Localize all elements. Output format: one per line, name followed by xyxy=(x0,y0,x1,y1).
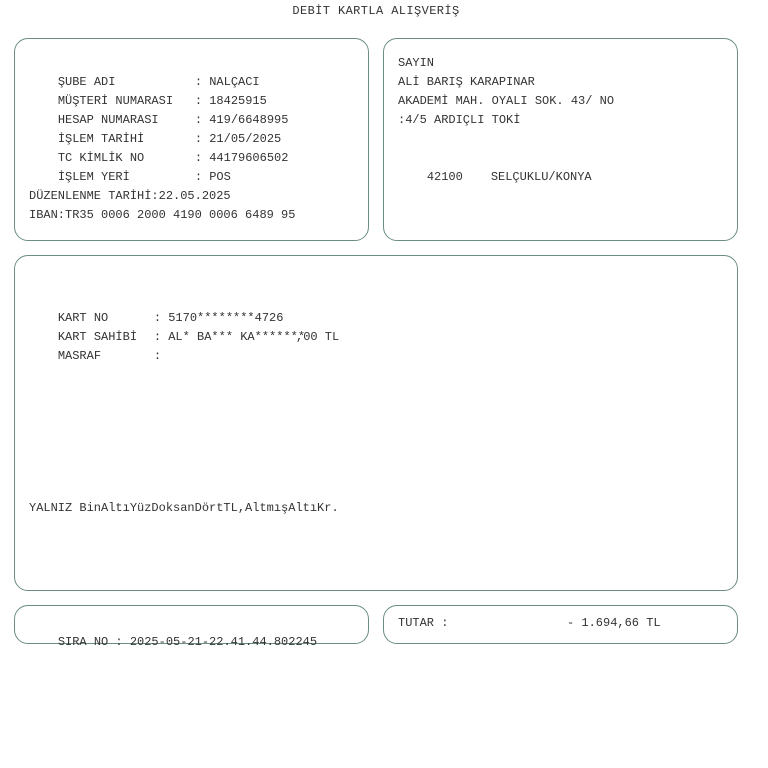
fee-label: MASRAF xyxy=(57,349,102,363)
document-title: DEBİT KARTLA ALIŞVERİŞ xyxy=(292,4,460,18)
transaction-date-value: 21/05/2025 xyxy=(209,132,282,146)
branch-value: NALÇACI xyxy=(209,75,260,89)
colon: : xyxy=(194,75,210,89)
tc-id-label: TC KİMLİK NO xyxy=(57,151,145,165)
colon: : xyxy=(194,170,210,184)
colon: : xyxy=(194,94,210,108)
transaction-date-label: İŞLEM TARİHİ xyxy=(57,132,145,146)
card-number-value: 5170********4726 xyxy=(168,311,284,325)
sequence-number-box xyxy=(14,605,369,649)
postal-code: 42100 xyxy=(426,170,463,184)
city: SELÇUKLU/KONYA xyxy=(490,170,592,184)
colon: : xyxy=(153,330,169,344)
colon: : xyxy=(153,349,162,363)
total-label: TUTAR : xyxy=(398,616,449,630)
fee-value: ,00 TL xyxy=(296,330,340,344)
card-details-box xyxy=(14,255,738,591)
customer-number-label: MÜŞTERİ NUMARASI xyxy=(57,94,174,108)
colon: : xyxy=(153,311,169,325)
total-amount-box xyxy=(383,605,738,644)
customer-name: ALİ BARIŞ KARAPINAR xyxy=(398,75,535,89)
issue-date: DÜZENLENME TARİHİ:22.05.2025 xyxy=(29,189,231,203)
address-line-2: :4/5 ARDIÇLI TOKİ xyxy=(398,113,521,127)
transaction-place-value: POS xyxy=(209,170,231,184)
recipient-address-box xyxy=(383,38,738,241)
tc-id-value: 44179606502 xyxy=(209,151,289,165)
account-number-label: HESAP NUMARASI xyxy=(57,113,159,127)
sequence-value: 2025-05-21-22.41.44.802245 xyxy=(129,635,318,649)
account-info-box xyxy=(14,38,369,241)
iban: IBAN:TR35 0006 2000 4190 0006 6489 95 xyxy=(29,208,296,222)
fee-row xyxy=(29,328,161,385)
sequence-row xyxy=(29,614,317,671)
transaction-place-label: İŞLEM YERİ xyxy=(57,170,130,184)
account-number-value: 419/6648995 xyxy=(209,113,289,127)
card-number-label: KART NO xyxy=(57,311,109,325)
card-holder-label: KART SAHİBİ xyxy=(57,330,138,344)
branch-label: ŞUBE ADI xyxy=(57,75,116,89)
postal-city-row xyxy=(398,149,592,206)
total-value: - 1.694,66 TL xyxy=(567,616,661,630)
sequence-label: SIRA NO : xyxy=(57,635,123,649)
colon: : xyxy=(194,132,210,146)
amount-in-words: YALNIZ BinAltıYüzDoksanDörtTL,AltmışAltıKr. xyxy=(29,501,339,515)
card-holder-value: AL* BA*** KA******* xyxy=(168,330,306,344)
colon: : xyxy=(194,151,210,165)
colon: : xyxy=(194,113,210,127)
salutation: SAYIN xyxy=(398,56,435,70)
address-line-1: AKADEMİ MAH. OYALI SOK. 43/ NO xyxy=(398,94,615,108)
customer-number-value: 18425915 xyxy=(209,94,267,108)
